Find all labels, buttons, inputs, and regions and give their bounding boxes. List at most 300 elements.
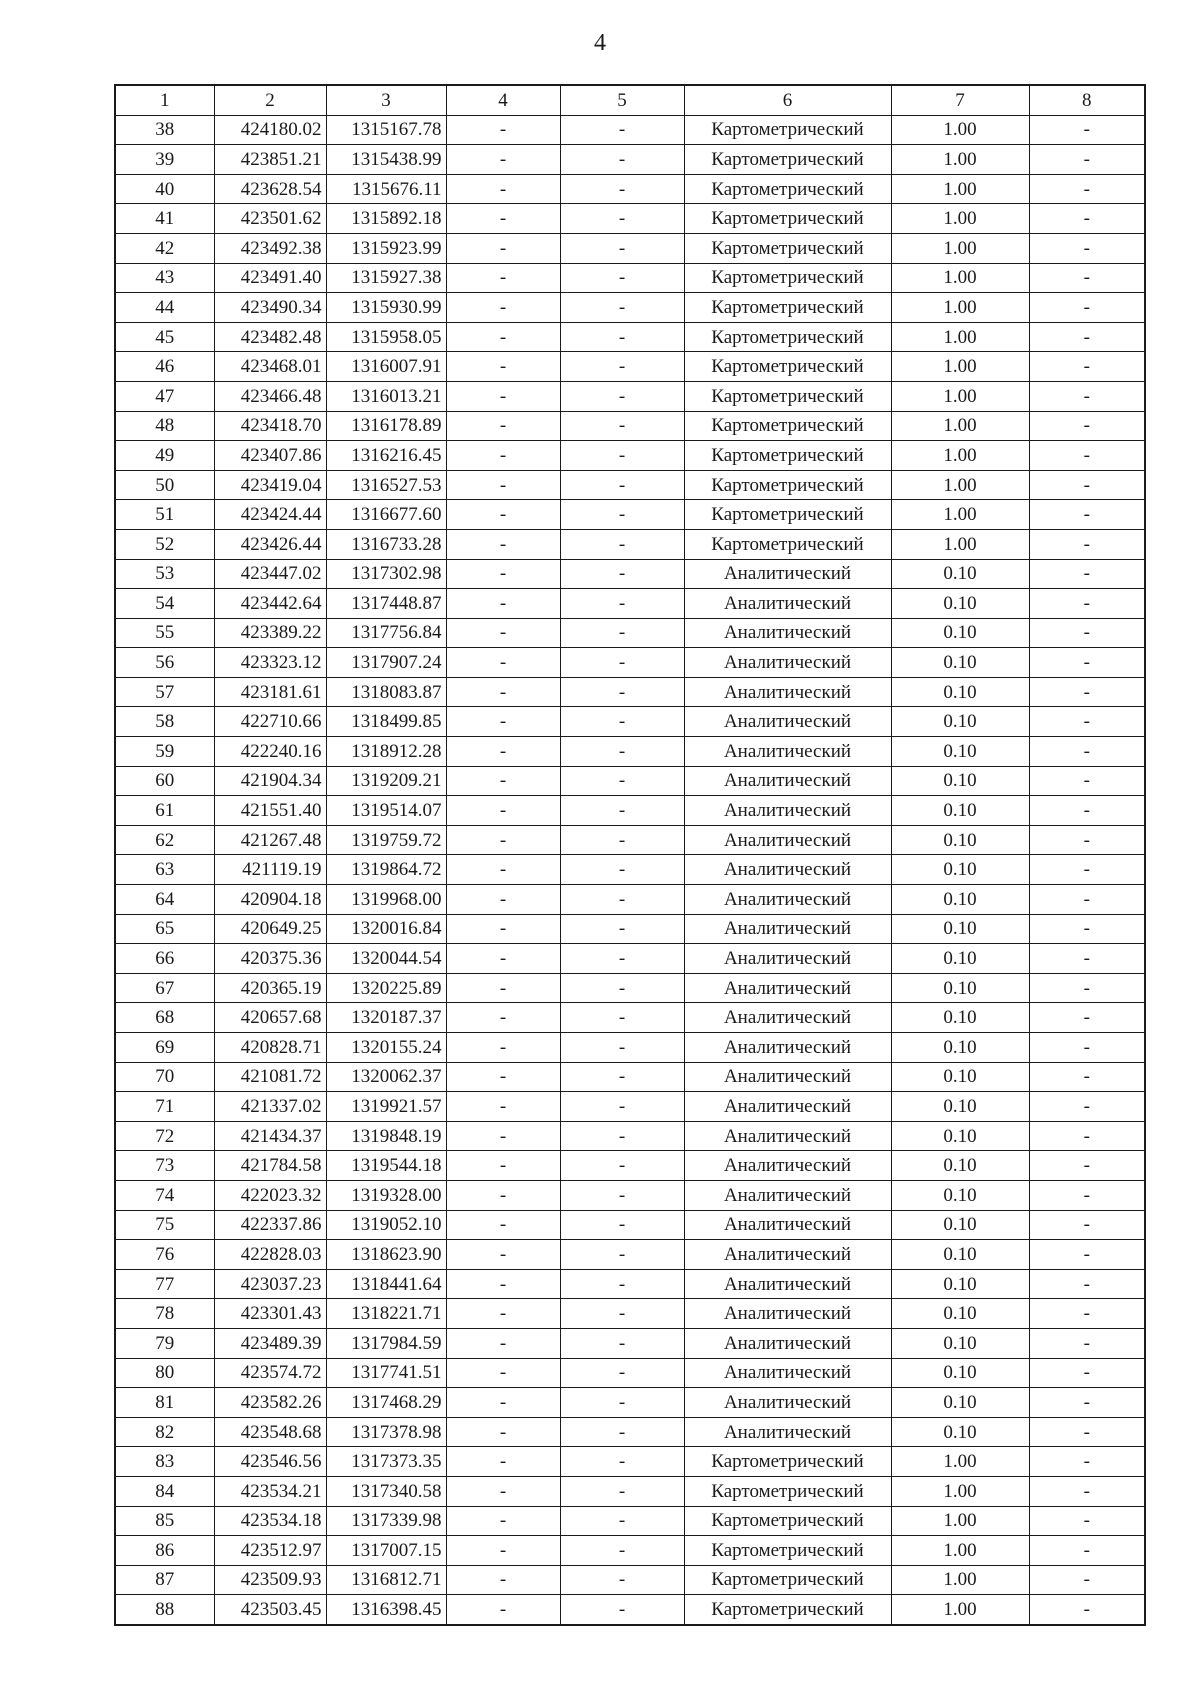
cell-x-coordinate: 423489.39 — [214, 1328, 326, 1358]
cell-x-coordinate: 423491.40 — [214, 263, 326, 293]
cell-y-coordinate: 1318441.64 — [326, 1269, 446, 1299]
cell-col-5-value: - — [560, 589, 684, 619]
cell-col-8-value: - — [1029, 1328, 1145, 1358]
cell-method: Картометрический — [684, 1506, 891, 1536]
cell-col-4-value: - — [446, 115, 560, 145]
cell-col-8-value: - — [1029, 825, 1145, 855]
cell-method: Картометрический — [684, 381, 891, 411]
cell-method: Аналитический — [684, 1003, 891, 1033]
cell-x-coordinate: 423181.61 — [214, 677, 326, 707]
cell-point-number: 41 — [115, 204, 214, 234]
cell-col-4-value: - — [446, 1151, 560, 1181]
cell-y-coordinate: 1320016.84 — [326, 914, 446, 944]
table-row — [115, 411, 1145, 441]
cell-accuracy: 1.00 — [891, 1447, 1029, 1477]
cell-col-5-value: - — [560, 677, 684, 707]
cell-col-5-value: - — [560, 944, 684, 974]
cell-method: Картометрический — [684, 204, 891, 234]
cell-accuracy: 0.10 — [891, 766, 1029, 796]
cell-col-5-value: - — [560, 500, 684, 530]
cell-col-8-value: - — [1029, 352, 1145, 382]
cell-method: Аналитический — [684, 855, 891, 885]
cell-col-8-value: - — [1029, 145, 1145, 175]
table-row — [115, 470, 1145, 500]
cell-col-8-value: - — [1029, 944, 1145, 974]
cell-method: Картометрический — [684, 1595, 891, 1625]
cell-method: Аналитический — [684, 1210, 891, 1240]
cell-col-4-value: - — [446, 441, 560, 471]
table-row — [115, 1121, 1145, 1151]
cell-x-coordinate: 422710.66 — [214, 707, 326, 737]
cell-method: Аналитический — [684, 1328, 891, 1358]
cell-point-number: 86 — [115, 1536, 214, 1566]
cell-col-8-value: - — [1029, 1210, 1145, 1240]
cell-col-5-value: - — [560, 796, 684, 826]
cell-accuracy: 0.10 — [891, 885, 1029, 915]
cell-point-number: 66 — [115, 944, 214, 974]
cell-point-number: 68 — [115, 1003, 214, 1033]
cell-y-coordinate: 1317007.15 — [326, 1536, 446, 1566]
cell-col-5-value: - — [560, 1151, 684, 1181]
cell-col-4-value: - — [446, 885, 560, 915]
cell-accuracy: 1.00 — [891, 441, 1029, 471]
table-row — [115, 1595, 1145, 1625]
cell-col-5-value: - — [560, 914, 684, 944]
cell-point-number: 78 — [115, 1299, 214, 1329]
cell-y-coordinate: 1320155.24 — [326, 1033, 446, 1063]
table-row — [115, 293, 1145, 323]
cell-point-number: 67 — [115, 973, 214, 1003]
cell-point-number: 83 — [115, 1447, 214, 1477]
cell-point-number: 59 — [115, 737, 214, 767]
cell-col-5-value: - — [560, 1180, 684, 1210]
cell-point-number: 77 — [115, 1269, 214, 1299]
cell-accuracy: 1.00 — [891, 381, 1029, 411]
cell-accuracy: 0.10 — [891, 1003, 1029, 1033]
cell-method: Картометрический — [684, 145, 891, 175]
cell-point-number: 57 — [115, 677, 214, 707]
cell-x-coordinate: 423389.22 — [214, 618, 326, 648]
cell-col-8-value: - — [1029, 559, 1145, 589]
cell-y-coordinate: 1319209.21 — [326, 766, 446, 796]
cell-accuracy: 0.10 — [891, 559, 1029, 589]
table-row — [115, 885, 1145, 915]
cell-x-coordinate: 421551.40 — [214, 796, 326, 826]
cell-y-coordinate: 1319921.57 — [326, 1092, 446, 1122]
cell-accuracy: 1.00 — [891, 115, 1029, 145]
cell-col-8-value: - — [1029, 796, 1145, 826]
cell-method: Аналитический — [684, 973, 891, 1003]
cell-col-8-value: - — [1029, 1417, 1145, 1447]
cell-accuracy: 1.00 — [891, 1506, 1029, 1536]
cell-col-8-value: - — [1029, 381, 1145, 411]
cell-method: Аналитический — [684, 825, 891, 855]
cell-col-4-value: - — [446, 529, 560, 559]
cell-method: Аналитический — [684, 796, 891, 826]
cell-point-number: 71 — [115, 1092, 214, 1122]
cell-x-coordinate: 421434.37 — [214, 1121, 326, 1151]
cell-accuracy: 1.00 — [891, 1565, 1029, 1595]
cell-x-coordinate: 423424.44 — [214, 500, 326, 530]
cell-x-coordinate: 422828.03 — [214, 1240, 326, 1270]
cell-y-coordinate: 1316216.45 — [326, 441, 446, 471]
cell-col-8-value: - — [1029, 1151, 1145, 1181]
column-header-7: 7 — [891, 85, 1029, 115]
cell-point-number: 55 — [115, 618, 214, 648]
cell-col-8-value: - — [1029, 1476, 1145, 1506]
cell-accuracy: 0.10 — [891, 1388, 1029, 1418]
cell-accuracy: 0.10 — [891, 707, 1029, 737]
cell-col-4-value: - — [446, 1536, 560, 1566]
table-row — [115, 174, 1145, 204]
table-row — [115, 944, 1145, 974]
cell-col-4-value: - — [446, 796, 560, 826]
cell-col-5-value: - — [560, 293, 684, 323]
cell-method: Аналитический — [684, 1062, 891, 1092]
cell-accuracy: 1.00 — [891, 1476, 1029, 1506]
cell-col-8-value: - — [1029, 973, 1145, 1003]
cell-method: Картометрический — [684, 441, 891, 471]
cell-col-4-value: - — [446, 500, 560, 530]
cell-method: Картометрический — [684, 1476, 891, 1506]
cell-point-number: 82 — [115, 1417, 214, 1447]
cell-method: Аналитический — [684, 1180, 891, 1210]
cell-y-coordinate: 1315923.99 — [326, 233, 446, 263]
cell-col-5-value: - — [560, 737, 684, 767]
cell-method: Аналитический — [684, 618, 891, 648]
cell-accuracy: 0.10 — [891, 1033, 1029, 1063]
cell-accuracy: 0.10 — [891, 855, 1029, 885]
cell-x-coordinate: 423546.56 — [214, 1447, 326, 1477]
cell-col-5-value: - — [560, 885, 684, 915]
cell-accuracy: 0.10 — [891, 618, 1029, 648]
cell-point-number: 69 — [115, 1033, 214, 1063]
cell-accuracy: 1.00 — [891, 470, 1029, 500]
cell-col-4-value: - — [446, 589, 560, 619]
cell-x-coordinate: 422023.32 — [214, 1180, 326, 1210]
cell-point-number: 52 — [115, 529, 214, 559]
cell-x-coordinate: 420365.19 — [214, 973, 326, 1003]
cell-x-coordinate: 423419.04 — [214, 470, 326, 500]
cell-col-4-value: - — [446, 707, 560, 737]
cell-point-number: 53 — [115, 559, 214, 589]
cell-method: Картометрический — [684, 322, 891, 352]
cell-accuracy: 0.10 — [891, 973, 1029, 1003]
cell-col-8-value: - — [1029, 174, 1145, 204]
table-row — [115, 914, 1145, 944]
column-header-2: 2 — [214, 85, 326, 115]
cell-col-4-value: - — [446, 322, 560, 352]
header-row — [115, 85, 1145, 115]
cell-col-8-value: - — [1029, 1092, 1145, 1122]
cell-col-5-value: - — [560, 1595, 684, 1625]
cell-col-5-value: - — [560, 1447, 684, 1477]
cell-point-number: 76 — [115, 1240, 214, 1270]
cell-method: Картометрический — [684, 411, 891, 441]
cell-accuracy: 1.00 — [891, 500, 1029, 530]
cell-col-8-value: - — [1029, 589, 1145, 619]
cell-point-number: 81 — [115, 1388, 214, 1418]
cell-accuracy: 1.00 — [891, 204, 1029, 234]
table-row — [115, 1417, 1145, 1447]
cell-accuracy: 0.10 — [891, 944, 1029, 974]
cell-x-coordinate: 423301.43 — [214, 1299, 326, 1329]
cell-y-coordinate: 1315930.99 — [326, 293, 446, 323]
cell-accuracy: 0.10 — [891, 1151, 1029, 1181]
cell-method: Аналитический — [684, 1151, 891, 1181]
cell-accuracy: 0.10 — [891, 914, 1029, 944]
cell-col-4-value: - — [446, 648, 560, 678]
cell-y-coordinate: 1315927.38 — [326, 263, 446, 293]
table-row — [115, 1151, 1145, 1181]
cell-method: Картометрический — [684, 1536, 891, 1566]
cell-col-4-value: - — [446, 855, 560, 885]
cell-col-5-value: - — [560, 233, 684, 263]
cell-x-coordinate: 423534.18 — [214, 1506, 326, 1536]
cell-col-4-value: - — [446, 944, 560, 974]
cell-method: Картометрический — [684, 500, 891, 530]
cell-col-4-value: - — [446, 411, 560, 441]
cell-point-number: 43 — [115, 263, 214, 293]
cell-col-5-value: - — [560, 973, 684, 1003]
column-header-1: 1 — [115, 85, 214, 115]
cell-col-4-value: - — [446, 1595, 560, 1625]
cell-col-5-value: - — [560, 1121, 684, 1151]
cell-accuracy: 1.00 — [891, 293, 1029, 323]
table-row — [115, 677, 1145, 707]
cell-point-number: 40 — [115, 174, 214, 204]
cell-col-5-value: - — [560, 707, 684, 737]
table-row — [115, 1506, 1145, 1536]
cell-col-8-value: - — [1029, 1536, 1145, 1566]
cell-col-4-value: - — [446, 1447, 560, 1477]
cell-col-4-value: - — [446, 1506, 560, 1536]
cell-accuracy: 0.10 — [891, 1121, 1029, 1151]
cell-col-4-value: - — [446, 1328, 560, 1358]
table-row — [115, 559, 1145, 589]
cell-method: Аналитический — [684, 1417, 891, 1447]
cell-col-5-value: - — [560, 1299, 684, 1329]
table-row — [115, 855, 1145, 885]
cell-point-number: 74 — [115, 1180, 214, 1210]
cell-point-number: 88 — [115, 1595, 214, 1625]
cell-col-5-value: - — [560, 855, 684, 885]
cell-x-coordinate: 420904.18 — [214, 885, 326, 915]
cell-col-5-value: - — [560, 174, 684, 204]
cell-y-coordinate: 1317302.98 — [326, 559, 446, 589]
table-row — [115, 618, 1145, 648]
cell-col-5-value: - — [560, 470, 684, 500]
cell-col-5-value: - — [560, 529, 684, 559]
table-row — [115, 1269, 1145, 1299]
cell-col-4-value: - — [446, 559, 560, 589]
cell-y-coordinate: 1318623.90 — [326, 1240, 446, 1270]
cell-col-4-value: - — [446, 233, 560, 263]
cell-point-number: 60 — [115, 766, 214, 796]
cell-x-coordinate: 423442.64 — [214, 589, 326, 619]
table-row — [115, 1476, 1145, 1506]
cell-accuracy: 0.10 — [891, 1062, 1029, 1092]
cell-method: Аналитический — [684, 1092, 891, 1122]
cell-col-4-value: - — [446, 352, 560, 382]
cell-col-8-value: - — [1029, 1003, 1145, 1033]
cell-method: Аналитический — [684, 707, 891, 737]
cell-point-number: 80 — [115, 1358, 214, 1388]
cell-col-5-value: - — [560, 352, 684, 382]
cell-col-8-value: - — [1029, 1299, 1145, 1329]
cell-accuracy: 0.10 — [891, 825, 1029, 855]
cell-col-8-value: - — [1029, 1062, 1145, 1092]
cell-y-coordinate: 1320044.54 — [326, 944, 446, 974]
cell-point-number: 87 — [115, 1565, 214, 1595]
cell-y-coordinate: 1315676.11 — [326, 174, 446, 204]
cell-col-5-value: - — [560, 204, 684, 234]
cell-y-coordinate: 1316007.91 — [326, 352, 446, 382]
cell-method: Аналитический — [684, 1240, 891, 1270]
cell-y-coordinate: 1318912.28 — [326, 737, 446, 767]
cell-y-coordinate: 1317907.24 — [326, 648, 446, 678]
cell-method: Картометрический — [684, 352, 891, 382]
cell-accuracy: 1.00 — [891, 529, 1029, 559]
cell-y-coordinate: 1319052.10 — [326, 1210, 446, 1240]
cell-col-8-value: - — [1029, 766, 1145, 796]
cell-x-coordinate: 423490.34 — [214, 293, 326, 323]
cell-col-5-value: - — [560, 1506, 684, 1536]
cell-col-5-value: - — [560, 1417, 684, 1447]
cell-col-4-value: - — [446, 1299, 560, 1329]
table-row — [115, 322, 1145, 352]
cell-method: Картометрический — [684, 174, 891, 204]
cell-method: Аналитический — [684, 737, 891, 767]
cell-col-8-value: - — [1029, 855, 1145, 885]
cell-x-coordinate: 423534.21 — [214, 1476, 326, 1506]
cell-point-number: 72 — [115, 1121, 214, 1151]
cell-y-coordinate: 1316677.60 — [326, 500, 446, 530]
cell-point-number: 44 — [115, 293, 214, 323]
cell-point-number: 56 — [115, 648, 214, 678]
cell-col-4-value: - — [446, 1121, 560, 1151]
cell-col-5-value: - — [560, 322, 684, 352]
cell-col-4-value: - — [446, 1358, 560, 1388]
cell-x-coordinate: 423037.23 — [214, 1269, 326, 1299]
cell-x-coordinate: 420649.25 — [214, 914, 326, 944]
cell-accuracy: 0.10 — [891, 1417, 1029, 1447]
cell-x-coordinate: 423503.45 — [214, 1595, 326, 1625]
table-row — [115, 648, 1145, 678]
cell-col-8-value: - — [1029, 441, 1145, 471]
cell-col-4-value: - — [446, 1269, 560, 1299]
cell-method: Аналитический — [684, 1033, 891, 1063]
cell-y-coordinate: 1317340.58 — [326, 1476, 446, 1506]
cell-method: Аналитический — [684, 677, 891, 707]
cell-method: Аналитический — [684, 885, 891, 915]
cell-point-number: 46 — [115, 352, 214, 382]
cell-method: Аналитический — [684, 1269, 891, 1299]
cell-y-coordinate: 1315958.05 — [326, 322, 446, 352]
cell-col-8-value: - — [1029, 1121, 1145, 1151]
table-row — [115, 766, 1145, 796]
cell-point-number: 79 — [115, 1328, 214, 1358]
cell-col-5-value: - — [560, 115, 684, 145]
cell-col-8-value: - — [1029, 1565, 1145, 1595]
column-header-4: 4 — [446, 85, 560, 115]
table-row — [115, 381, 1145, 411]
cell-x-coordinate: 420375.36 — [214, 944, 326, 974]
cell-col-4-value: - — [446, 766, 560, 796]
cell-col-5-value: - — [560, 1092, 684, 1122]
table-row — [115, 707, 1145, 737]
cell-y-coordinate: 1318083.87 — [326, 677, 446, 707]
cell-accuracy: 1.00 — [891, 411, 1029, 441]
cell-y-coordinate: 1319514.07 — [326, 796, 446, 826]
cell-point-number: 42 — [115, 233, 214, 263]
cell-col-4-value: - — [446, 1417, 560, 1447]
cell-x-coordinate: 421784.58 — [214, 1151, 326, 1181]
cell-accuracy: 0.10 — [891, 1180, 1029, 1210]
cell-y-coordinate: 1316013.21 — [326, 381, 446, 411]
cell-method: Картометрический — [684, 293, 891, 323]
cell-x-coordinate: 423466.48 — [214, 381, 326, 411]
cell-y-coordinate: 1316178.89 — [326, 411, 446, 441]
cell-accuracy: 1.00 — [891, 174, 1029, 204]
cell-method: Картометрический — [684, 233, 891, 263]
cell-y-coordinate: 1317373.35 — [326, 1447, 446, 1477]
cell-col-5-value: - — [560, 1476, 684, 1506]
cell-col-8-value: - — [1029, 648, 1145, 678]
cell-col-8-value: - — [1029, 707, 1145, 737]
cell-col-4-value: - — [446, 263, 560, 293]
cell-y-coordinate: 1315167.78 — [326, 115, 446, 145]
cell-accuracy: 0.10 — [891, 1240, 1029, 1270]
cell-col-4-value: - — [446, 470, 560, 500]
cell-col-5-value: - — [560, 825, 684, 855]
cell-col-5-value: - — [560, 766, 684, 796]
cell-accuracy: 0.10 — [891, 677, 1029, 707]
cell-col-4-value: - — [446, 293, 560, 323]
cell-point-number: 73 — [115, 1151, 214, 1181]
cell-accuracy: 1.00 — [891, 1595, 1029, 1625]
cell-y-coordinate: 1319864.72 — [326, 855, 446, 885]
cell-col-5-value: - — [560, 559, 684, 589]
cell-col-4-value: - — [446, 737, 560, 767]
table-row — [115, 352, 1145, 382]
cell-col-8-value: - — [1029, 263, 1145, 293]
cell-col-8-value: - — [1029, 1358, 1145, 1388]
cell-method: Картометрический — [684, 1565, 891, 1595]
cell-y-coordinate: 1316733.28 — [326, 529, 446, 559]
cell-x-coordinate: 421904.34 — [214, 766, 326, 796]
cell-y-coordinate: 1319968.00 — [326, 885, 446, 915]
cell-col-8-value: - — [1029, 1180, 1145, 1210]
table-row — [115, 204, 1145, 234]
table-row — [115, 825, 1145, 855]
cell-x-coordinate: 423512.97 — [214, 1536, 326, 1566]
cell-x-coordinate: 423447.02 — [214, 559, 326, 589]
cell-x-coordinate: 420828.71 — [214, 1033, 326, 1063]
cell-col-4-value: - — [446, 1476, 560, 1506]
cell-method: Картометрический — [684, 263, 891, 293]
cell-point-number: 84 — [115, 1476, 214, 1506]
cell-y-coordinate: 1320225.89 — [326, 973, 446, 1003]
cell-col-8-value: - — [1029, 204, 1145, 234]
cell-method: Аналитический — [684, 944, 891, 974]
cell-col-8-value: - — [1029, 470, 1145, 500]
cell-col-5-value: - — [560, 145, 684, 175]
cell-point-number: 64 — [115, 885, 214, 915]
cell-x-coordinate: 423851.21 — [214, 145, 326, 175]
cell-col-8-value: - — [1029, 293, 1145, 323]
cell-method: Картометрический — [684, 470, 891, 500]
